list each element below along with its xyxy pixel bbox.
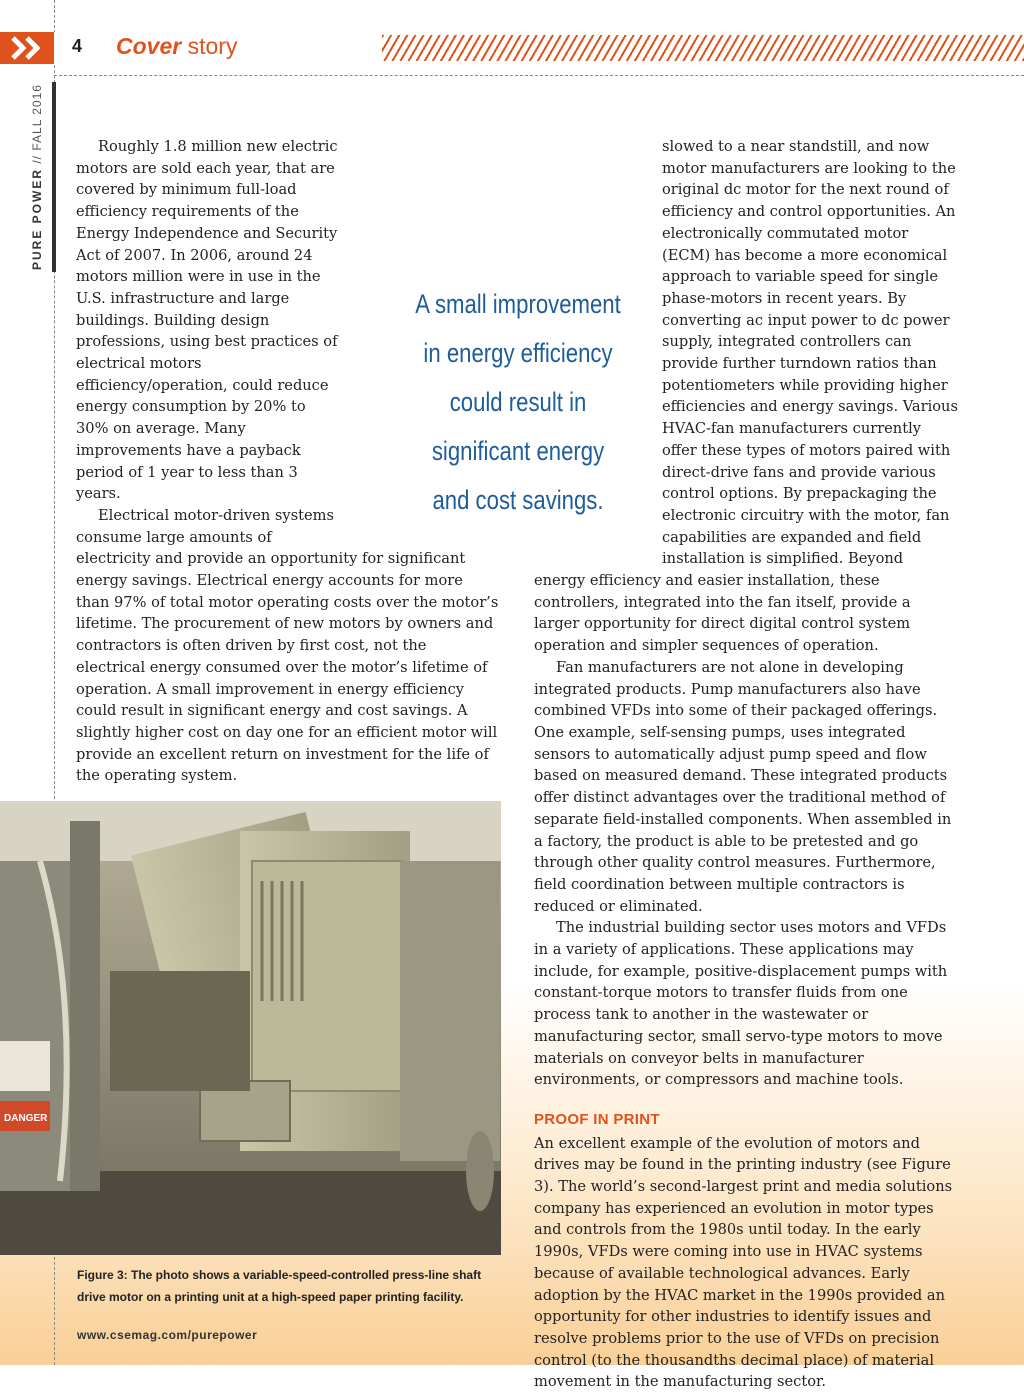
figure-caption: Figure 3: The photo shows a variable-speed-controlled press-line shaft drive motor on a printing unit at a high-speed paper printing facility. (77, 1268, 482, 1304)
left-paragraph-1: Roughly 1.8 million new electric motors are sold each year, that are covered by minimum full-load efficiency requirements of the Energy Independence and Security Act of 2007. In 2006, around 24 motors million were in use in the U.S. infrastructure and large buildings. Building design professions, using best practices of electrical motors efficiency/operation, could reduce energy consumption by 20% to 30% on average. Many improvements have a payback period of 1 year to less than 3 years. (76, 138, 338, 503)
right-paragraph-2: Fan manufacturers are not alone in developing integrated products. Pump manufacturers also have combined VFDs into some of their packaged offerings. One example, self-sensing pumps, uses integrated sensors to automatically adjust pump speed and flow based on measured demand. These integrated products offer distinct advantages over the traditional method of separate field-installed components. When assembled in a factory, the product is able to be pretested and go through other quality control measures. Furthermore, field coordination between multiple contractors is reduced or eliminated. (534, 658, 952, 915)
pull-quote: A small improvement in energy efficiency could result in significant energy and cost savings. (415, 289, 621, 515)
figure-3-photo (0, 801, 501, 1255)
chevron-icon (0, 32, 54, 64)
section-title (116, 33, 237, 60)
issue-date: // FALL 2016 (30, 84, 44, 168)
side-label (30, 84, 44, 270)
right-paragraph-4: An excellent example of the evolution of motors and drives may be found in the printing industry (see Figure 3). The world’s second-largest print and media solutions company has experienced an evolution in motor types and controls from the 1980s until today. In the early 1990s, VFDs were coming into use in HVAC systems because of available technological advances. Early adoption by the HVAC market in the 1990s provided an opportunity for other industries to identify issues and resolve problems prior to the use of VFDs on precision control (to the thousandths decimal place) of material movement in the manufacturing sector. (534, 1134, 953, 1391)
right-paragraph-3: The industrial building sector uses motors and VFDs in a variety of applications. These applications may include, for example, positive-displacement pumps with constant-torque motors to transfer fluids from one process tank to another in the wastewater or manufacturing sector, small servo-type motors to move materials on conveyor belts in manufacturer environments, or compressors and machine tools. (534, 919, 948, 1089)
footer-url-link[interactable]: www.csemag.com/purepower (77, 1328, 258, 1342)
right-paragraph-1: slowed to a near standstill, and now motor manufacturers are looking to the original dc motor for the next round of efficiency and control opportunities. An electronically commutated motor (ECM) has become a more economical approach to variable speed for single phase-motors in recent years. By converting ac input power to dc power supply, integrated controllers can provide further turndown ratios than potentiometers while providing higher efficiencies and energy savings. Various HVAC-fan manufacturers currently offer these types of motors paired with direct-drive fans and provide various control options. By prepackaging the electronic circuitry with the motor, fan capabilities are expanded and field installation is simplified. Beyond energy efficiency and easier installation, these controllers, integrated into the fan itself, provide a larger opportunity for direct digital control system operation and simpler sequences of operation. (534, 138, 958, 655)
section-title-light: story (181, 33, 238, 59)
header-hatch-decoration (382, 35, 1024, 61)
heading-proof-in-print: PROOF IN PRINT (534, 1110, 660, 1128)
section-title-bold: Cover (116, 33, 182, 59)
header-divider (54, 75, 1024, 76)
right-column (534, 136, 958, 1393)
danger-sign: DANGER (4, 1113, 48, 1124)
page-number: 4 (72, 36, 83, 56)
left-paragraph-2: Electrical motor-driven systems consume large amounts of electricity and provide an opportunity for significant energy savings. Electrical energy accounts for more than 97% of total motor operating costs over the motor’s lifetime. The procurement of new motors by owners and contractors is often driven by first cost, not the electrical energy consumed over the motor’s lifetime of operation. A small improvement in energy efficiency could result in significant energy and cost savings. A slightly higher cost on day one for an efficient motor will provide an excellent return on investment for the life of the operating system. (76, 506, 499, 785)
side-rule (52, 82, 56, 272)
pull-quote-space-right (534, 244, 662, 550)
brand-name: PURE POWER (30, 167, 44, 270)
